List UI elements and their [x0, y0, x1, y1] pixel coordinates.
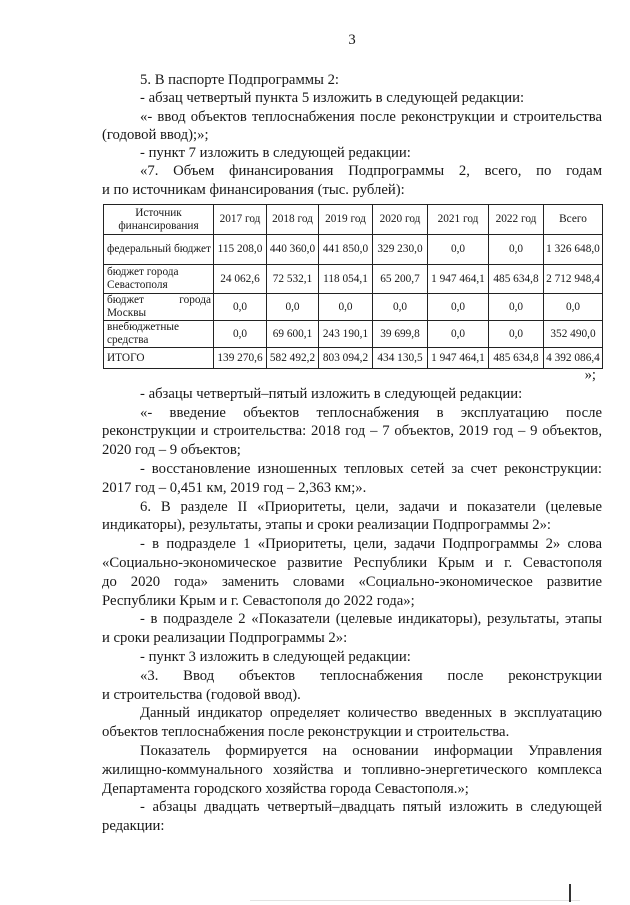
paragraph-line: 5. В паспорте Подпрограммы 2:: [140, 72, 340, 88]
table-row: [104, 294, 603, 321]
table-row-label: внебюджетные средства: [104, 321, 214, 348]
paragraph-line: и сроки реализации Подпрограммы 2»:: [102, 630, 348, 647]
table-cell: 803 094,2: [319, 348, 373, 369]
table-cell: 1 326 648,0: [544, 235, 603, 265]
paragraph-line: Показатель формируется на основании информации Управления: [140, 742, 602, 759]
financing-table: [103, 204, 603, 369]
table-cell: 118 054,1: [319, 265, 373, 294]
table-cell: 434 130,5: [373, 348, 428, 369]
paragraph-line: «- ввод объектов теплоснабжения после реконструкции и строительства: [140, 108, 602, 125]
table-header-row: [104, 205, 603, 235]
paragraph-line: (годовой ввод);»;: [102, 126, 209, 143]
table-header-cell: 2022 год: [489, 205, 544, 235]
table-cell: 0,0: [373, 294, 428, 321]
paragraph-line: «7. Объем финансирования Подпрограммы 2, всего, по годам: [140, 163, 602, 180]
paragraph-line: - абзац четвертый пункта 5 изложить в следующей редакции:: [140, 90, 525, 107]
table-header-cell: 2019 год: [319, 205, 373, 235]
paragraph-line: «- введение объектов теплоснабжения в эксплуатацию после: [140, 404, 602, 421]
paragraph-line: - в подразделе 1 «Приоритеты, цели, задачи Подпрограммы 2» слова: [140, 536, 602, 553]
paragraph-line: Департамента городского хозяйства города Севастополя.»;: [102, 780, 469, 797]
paragraph-line: реконструкции и строительства: 2018 год – 7 объектов, 2019 год – 9 объектов,: [102, 423, 602, 440]
paragraph-line: Данный индикатор определяет количество введенных в эксплуатацию: [140, 705, 602, 722]
table-header-cell: Источник финансирования: [104, 205, 214, 235]
table-row-label: бюджет города Москвы: [104, 294, 214, 321]
table-cell: 352 490,0: [544, 321, 603, 348]
table-row-label: федеральный бюджет: [104, 235, 214, 265]
table-row: [104, 265, 603, 294]
table-cell: 0,0: [428, 294, 489, 321]
table-header-cell: 2017 год: [214, 205, 267, 235]
table-header-cell: Всего: [544, 205, 603, 235]
paragraph-line: - абзацы двадцать четвертый–двадцать пятый изложить в следующей: [140, 799, 602, 816]
table-cell: 0,0: [544, 294, 603, 321]
paragraph-line: - абзацы четвертый–пятый изложить в следующей редакции:: [140, 385, 523, 402]
table-cell: 2 712 948,4: [544, 265, 603, 294]
table-cell: 0,0: [428, 235, 489, 265]
table-header-cell: 2021 год: [428, 205, 489, 235]
table-cell: 0,0: [319, 294, 373, 321]
paragraph-line: 6. В разделе II «Приоритеты, цели, задачи и показатели (целевые: [140, 498, 602, 515]
page-number: 3: [348, 32, 356, 48]
scan-artifact-line: [250, 900, 580, 901]
table-cell: 115 208,0: [214, 235, 267, 265]
table-cell: 0,0: [489, 294, 544, 321]
table-cell: 1 947 464,1: [428, 265, 489, 294]
text-block-intro: [102, 71, 602, 199]
table-row: [104, 321, 603, 348]
closing-quote-line: »;: [584, 367, 596, 383]
table-cell: 4 392 086,4: [544, 348, 603, 369]
scan-artifact-mark: [569, 884, 571, 902]
table-cell: 65 200,7: [373, 265, 428, 294]
paragraph-line: 2017 год – 0,451 км, 2019 год – 2,363 км;».: [102, 479, 367, 496]
paragraph-line: индикаторы), результаты, этапы и сроки реализации Подпрограммы 2»:: [102, 517, 552, 534]
table-cell: 1 947 464,1: [428, 348, 489, 369]
paragraph-line: 2020 год – 9 объектов;: [102, 442, 241, 459]
table-row-label: бюджет города Севастополя: [104, 265, 214, 294]
table-cell: 440 360,0: [267, 235, 319, 265]
table-cell: 0,0: [214, 321, 267, 348]
table-cell: 0,0: [489, 235, 544, 265]
table-row-label: ИТОГО: [104, 348, 214, 369]
table-row: [104, 235, 603, 265]
paragraph-line: Республики Крым и г. Севастополя до 2022 года»;: [102, 592, 415, 609]
table-cell: 39 699,8: [373, 321, 428, 348]
paragraph-line: редакции:: [102, 818, 165, 835]
paragraph-line: «Социально-экономическое развитие Республики Крым и г. Севастополя: [102, 554, 602, 571]
table-cell: 329 230,0: [373, 235, 428, 265]
paragraph-line: «3. Ввод объектов теплоснабжения после реконструкции: [140, 667, 602, 684]
table-cell: 139 270,6: [214, 348, 267, 369]
table-cell: 72 532,1: [267, 265, 319, 294]
table-cell: 69 600,1: [267, 321, 319, 348]
table-header-cell: 2020 год: [373, 205, 428, 235]
paragraph-line: - пункт 7 изложить в следующей редакции:: [140, 145, 411, 162]
paragraph-line: и по источникам финансирования (тыс. рублей):: [102, 181, 405, 198]
table-cell: 485 634,8: [489, 348, 544, 369]
paragraph-line: жилищно-коммунального хозяйства и топливно-энергетического комплекса: [102, 761, 602, 778]
paragraph-line: и строительства (годовой ввод).: [102, 686, 301, 703]
paragraph-line: - в подразделе 2 «Показатели (целевые индикаторы), результаты, этапы: [140, 611, 602, 628]
table-cell: 485 634,8: [489, 265, 544, 294]
table-header-cell: 2018 год: [267, 205, 319, 235]
paragraph-line: до 2020 года» заменить словами «Социально-экономическое развитие: [102, 573, 602, 590]
paragraph-line: объектов теплоснабжения после реконструкции и строительства.: [102, 724, 510, 741]
text-block-amendments: [102, 366, 602, 836]
table-cell: 243 190,1: [319, 321, 373, 348]
paragraph-line: - восстановление изношенных тепловых сетей за счет реконструкции:: [140, 460, 602, 477]
table-cell: 0,0: [428, 321, 489, 348]
table-cell: 0,0: [214, 294, 267, 321]
table-cell: 24 062,6: [214, 265, 267, 294]
table-cell: 582 492,2: [267, 348, 319, 369]
table-cell: 0,0: [267, 294, 319, 321]
table-cell: 441 850,0: [319, 235, 373, 265]
paragraph-line: - пункт 3 изложить в следующей редакции:: [140, 648, 411, 665]
table-cell: 0,0: [489, 321, 544, 348]
